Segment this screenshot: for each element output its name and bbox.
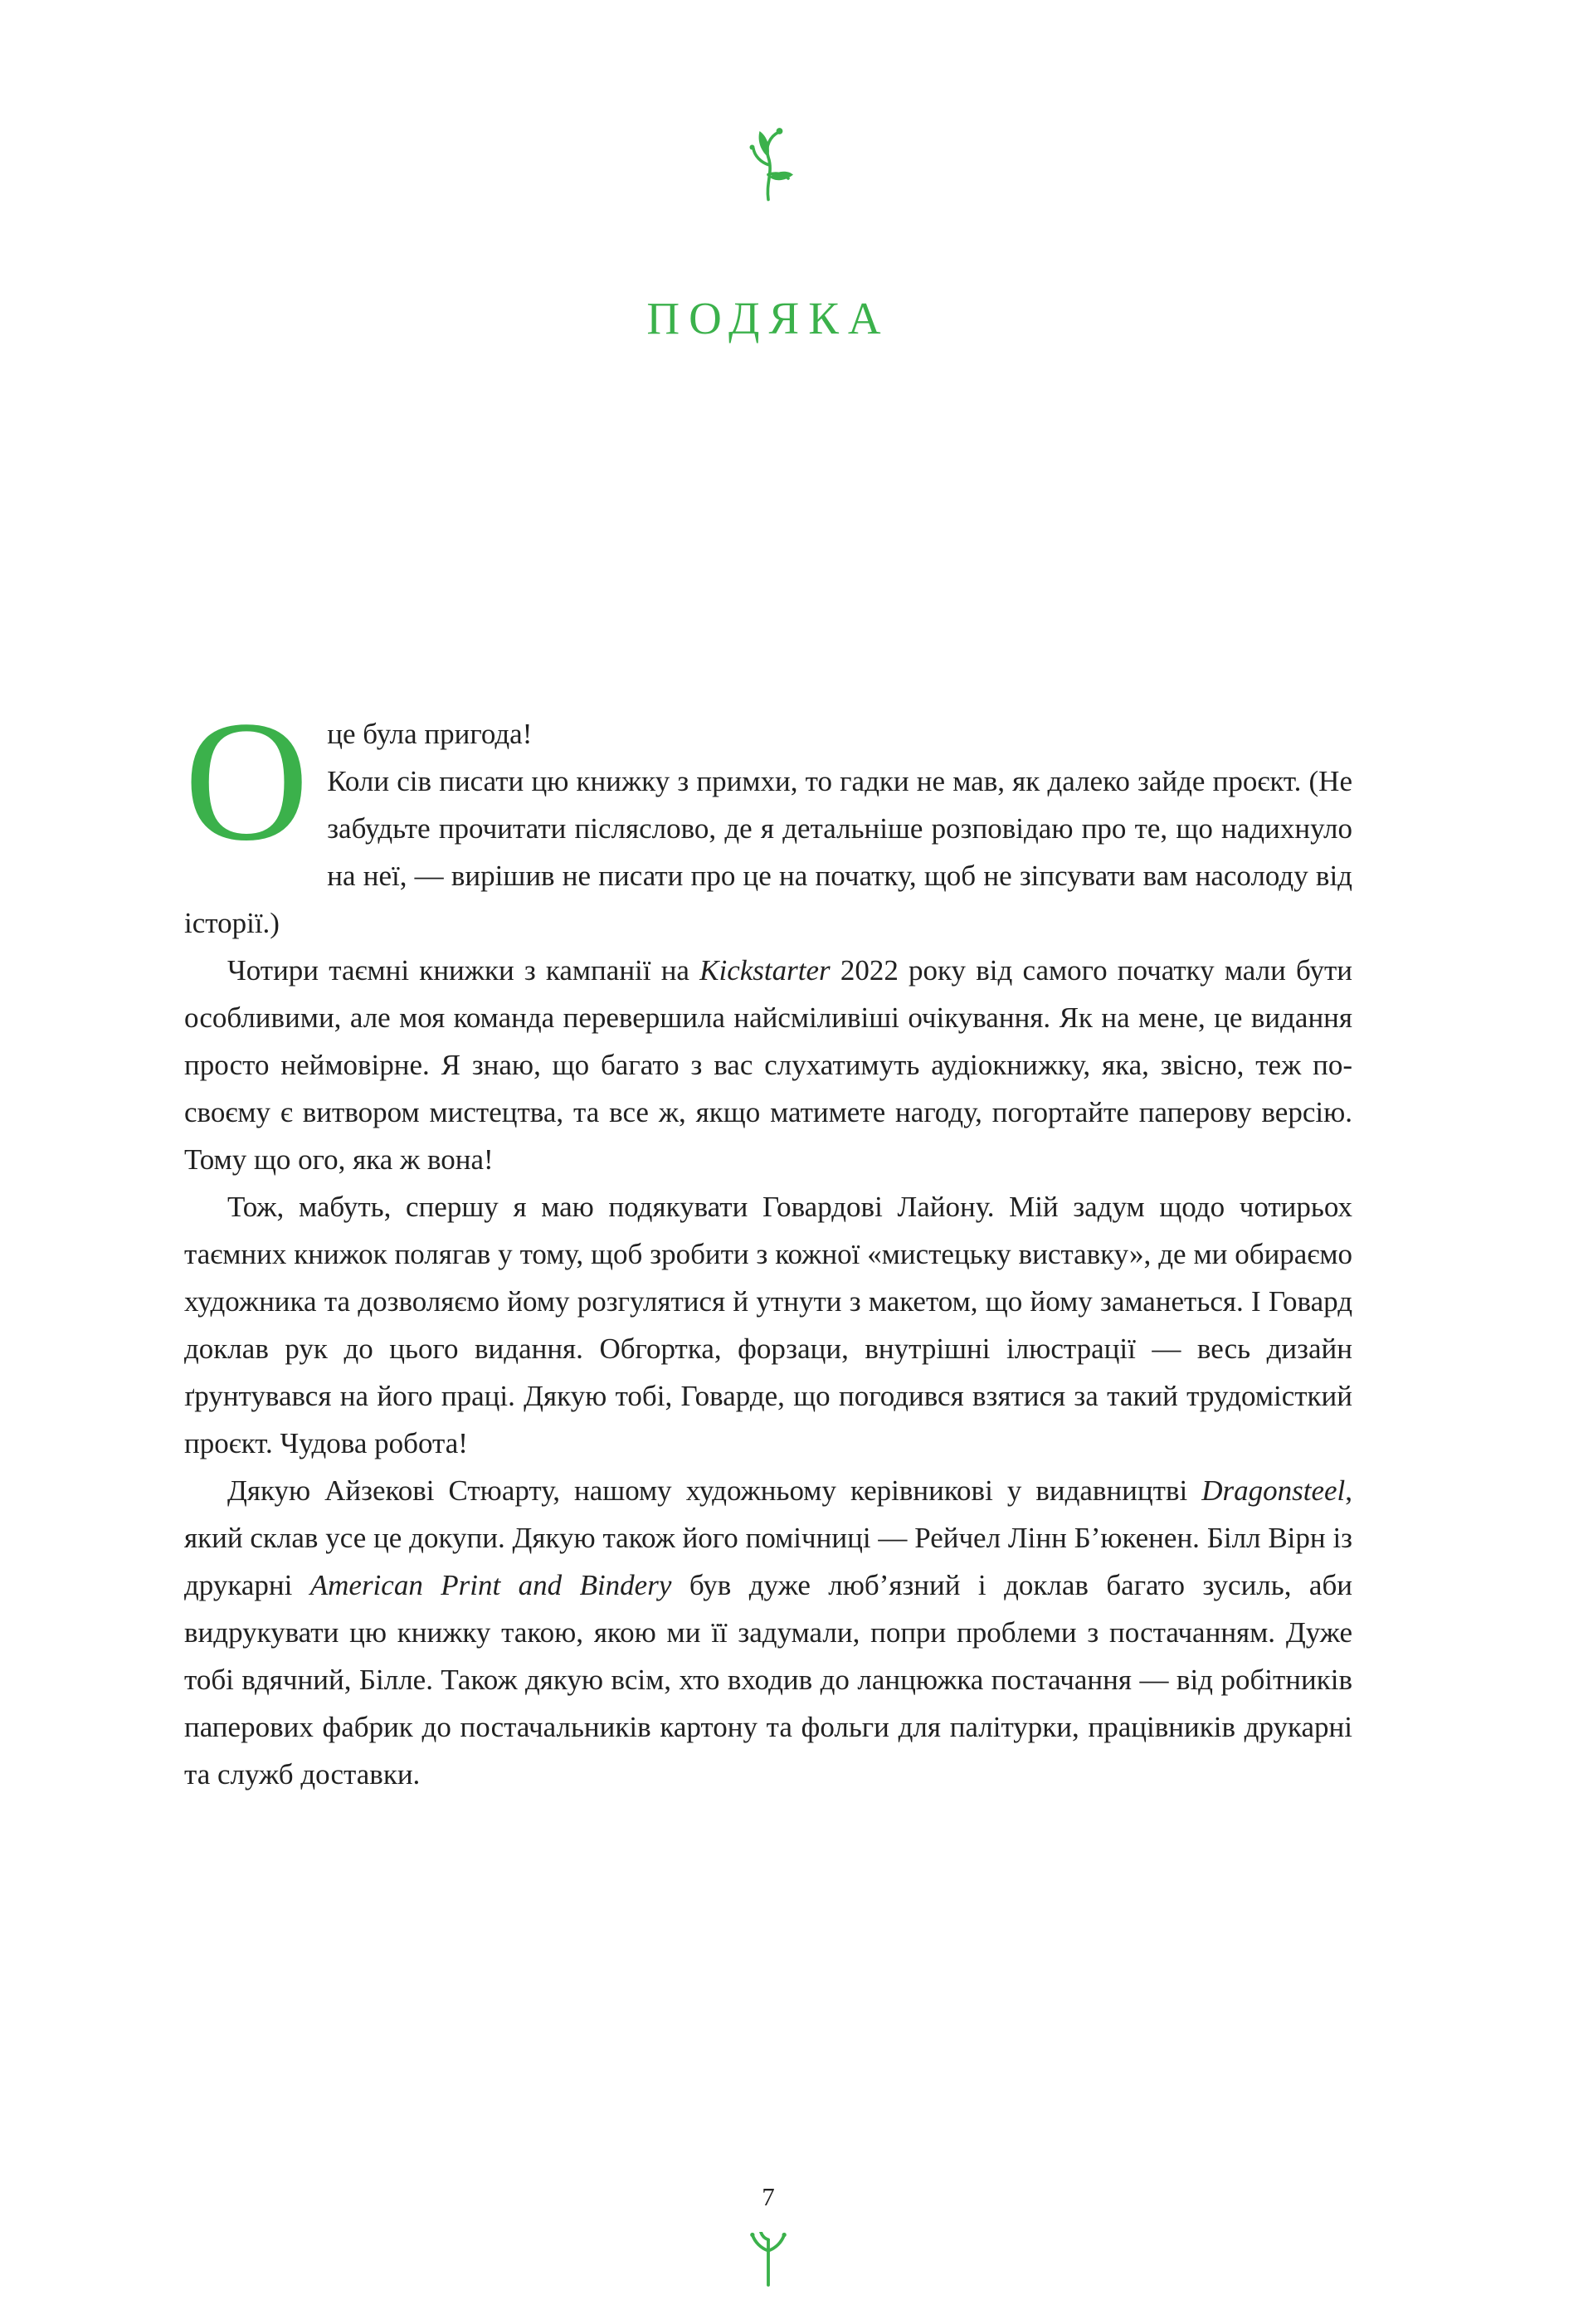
body-text: [184, 685, 1352, 1798]
paragraph: Тож, мабуть, спершу я маю подякувати Говардові Лайону. Мій задум щодо чотирьох таємних книжок полягав у тому, щоб зробити з кожної «мистецьку виставку», де ми обираємо художника та дозволяємо йому розгулятися й утнути з макетом, що йому заманеться. І Говард доклав рук до цього видання. Обгортка, форзаци, внутрішні ілюстрації — весь дизайн ґрунтувався на його праці. Дякую тобі, Говарде, що погодився взятися за такий трудомісткий проєкт. Чудова робота!: [184, 1191, 1352, 1459]
italic-text: Kickstarter: [699, 954, 831, 987]
italic-text: Dragonsteel: [1201, 1474, 1346, 1507]
bottom-ornament-icon: [184, 2232, 1352, 2287]
paragraph: Дякую Айзекові Стюарту, нашому художньому керівникові у видавництві Dragonsteel, який склав усе це докупи. Дякую також його помічниці — Рейчел Лінн Б’юкенен. Білл Вірн із друкарні American Print and Bindery був дуже люб’язний і доклав багато зусиль, аби видрукувати цю книжку такою, якою ми її задумали, попри проблеми з постачанням. Дуже тобі вдячний, Білле. Також дякую всім, хто входив до ланцюжка постачання — від робітників паперових фабрик до постачальників картону та фольги для палітурки, працівників друкарні та служб доставки.: [184, 1474, 1352, 1791]
italic-text: American Print and Bindery: [309, 1569, 672, 1601]
dropcap-letter: О: [184, 685, 309, 876]
paragraph: Чотири таємні книжки з кампанії на Kickstarter 2022 року від самого початку мали бути особливими, але моя команда перевершила найсміливіші очікування. Як на мене, це видання просто неймовірне. Я знаю, що багато з вас слухатимуть аудіокнижку, яка, звісно, теж по-своєму є витвором мистецтва, та все ж, якщо матимете нагоду, погортайте паперову версію. Тому що ого, яка ж вона!: [184, 954, 1352, 1176]
paragraph: Оце була пригода! Коли сів писати цю книжку з примхи, то гадки не мав, як далеко зайде проєкт. (Не забудьте прочитати післяслово, де я детальніше розповідаю про те, що надихнуло на неї, — вирішив не писати про це на початку, щоб не зіпсувати вам насолоду від історії.): [184, 685, 1352, 939]
chapter-title: ПОДЯКА: [646, 293, 890, 343]
page-number: 7: [762, 2182, 775, 2211]
top-ornament-icon: [184, 124, 1352, 202]
